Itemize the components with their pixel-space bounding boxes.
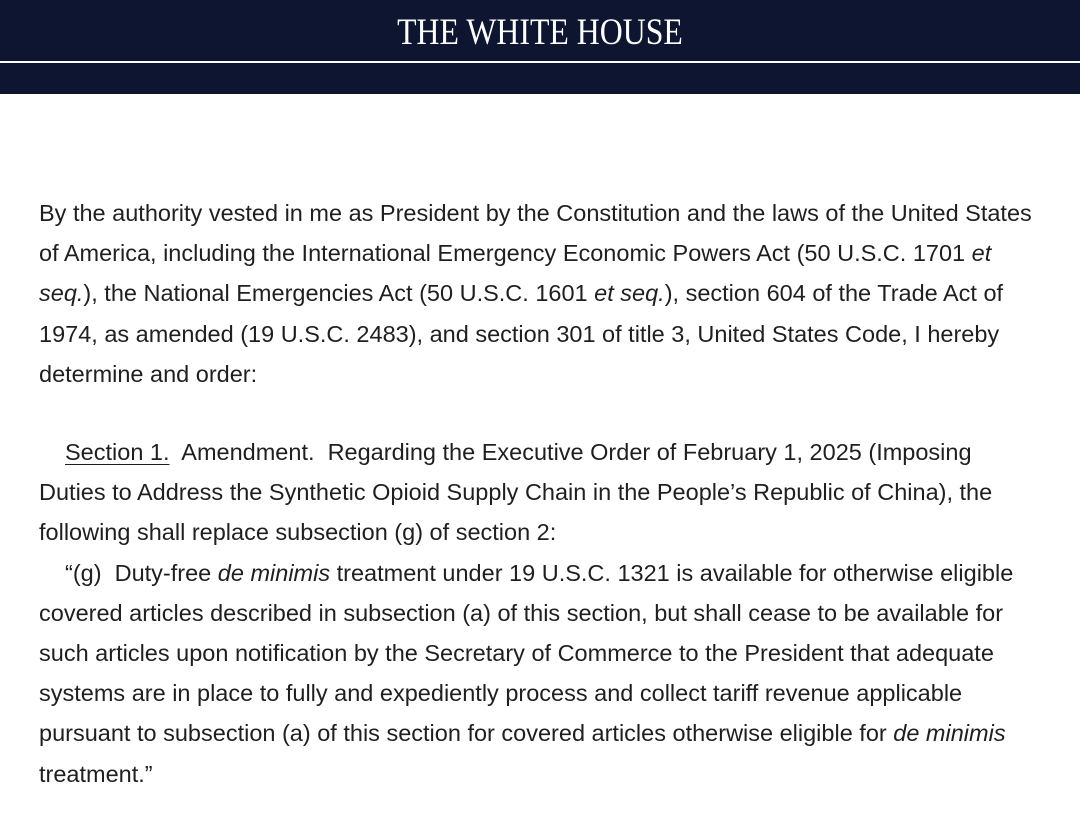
header-divider (0, 61, 1080, 63)
quote-text-2: treatment under 19 U.S.C. 1321 is available for otherwise eligible covered articles described in subsection (a) of this section, but shall cease to be available for such articles upon notification by the Secretary of Commerce to the President that adequate systems are in place to fully and expediently process and collect tariff revenue applicable pursuant to subsection (a) of this section for covered articles otherwise eligible for (39, 559, 1014, 747)
preamble-text-2: ), the National Emergencies Act (50 U.S.C. 1601 (83, 280, 595, 307)
document-body (39, 193, 1039, 794)
quote-text-1: “(g) Duty-free (65, 559, 218, 586)
quote-italic-2: de minimis (893, 720, 1006, 747)
preamble-text-1: By the authority vested in me as President by the Constitution and the laws of the United States of America, including the International Emergency Economic Powers Act (50 U.S.C. 1701 (39, 200, 1032, 267)
quoted-subsection-paragraph (39, 553, 1039, 794)
section-1-text: Amendment. Regarding the Executive Order of February 1, 2025 (Imposing Duties to Address the Synthetic Opioid Supply Chain in the People’s Republic of China), the following shall replace subsection (g) of section 2: (39, 439, 999, 546)
section-1-label: Section 1. (65, 439, 170, 466)
preamble-paragraph (39, 193, 1039, 394)
preamble-italic-1: et seq. (39, 240, 992, 307)
preamble-text-3: ), section 604 of the Trade Act of 1974, as amended (19 U.S.C. 2483), and section 301 of title 3, United States Code, I hereby determine and order: (39, 280, 1004, 387)
quote-text-3: treatment.” (39, 760, 153, 787)
site-title[interactable]: THE WHITE HOUSE (397, 12, 683, 53)
preamble-italic-2: et seq. (594, 280, 665, 307)
site-header (0, 0, 1080, 94)
section-1-paragraph (39, 432, 1039, 553)
quote-italic-1: de minimis (217, 559, 331, 586)
